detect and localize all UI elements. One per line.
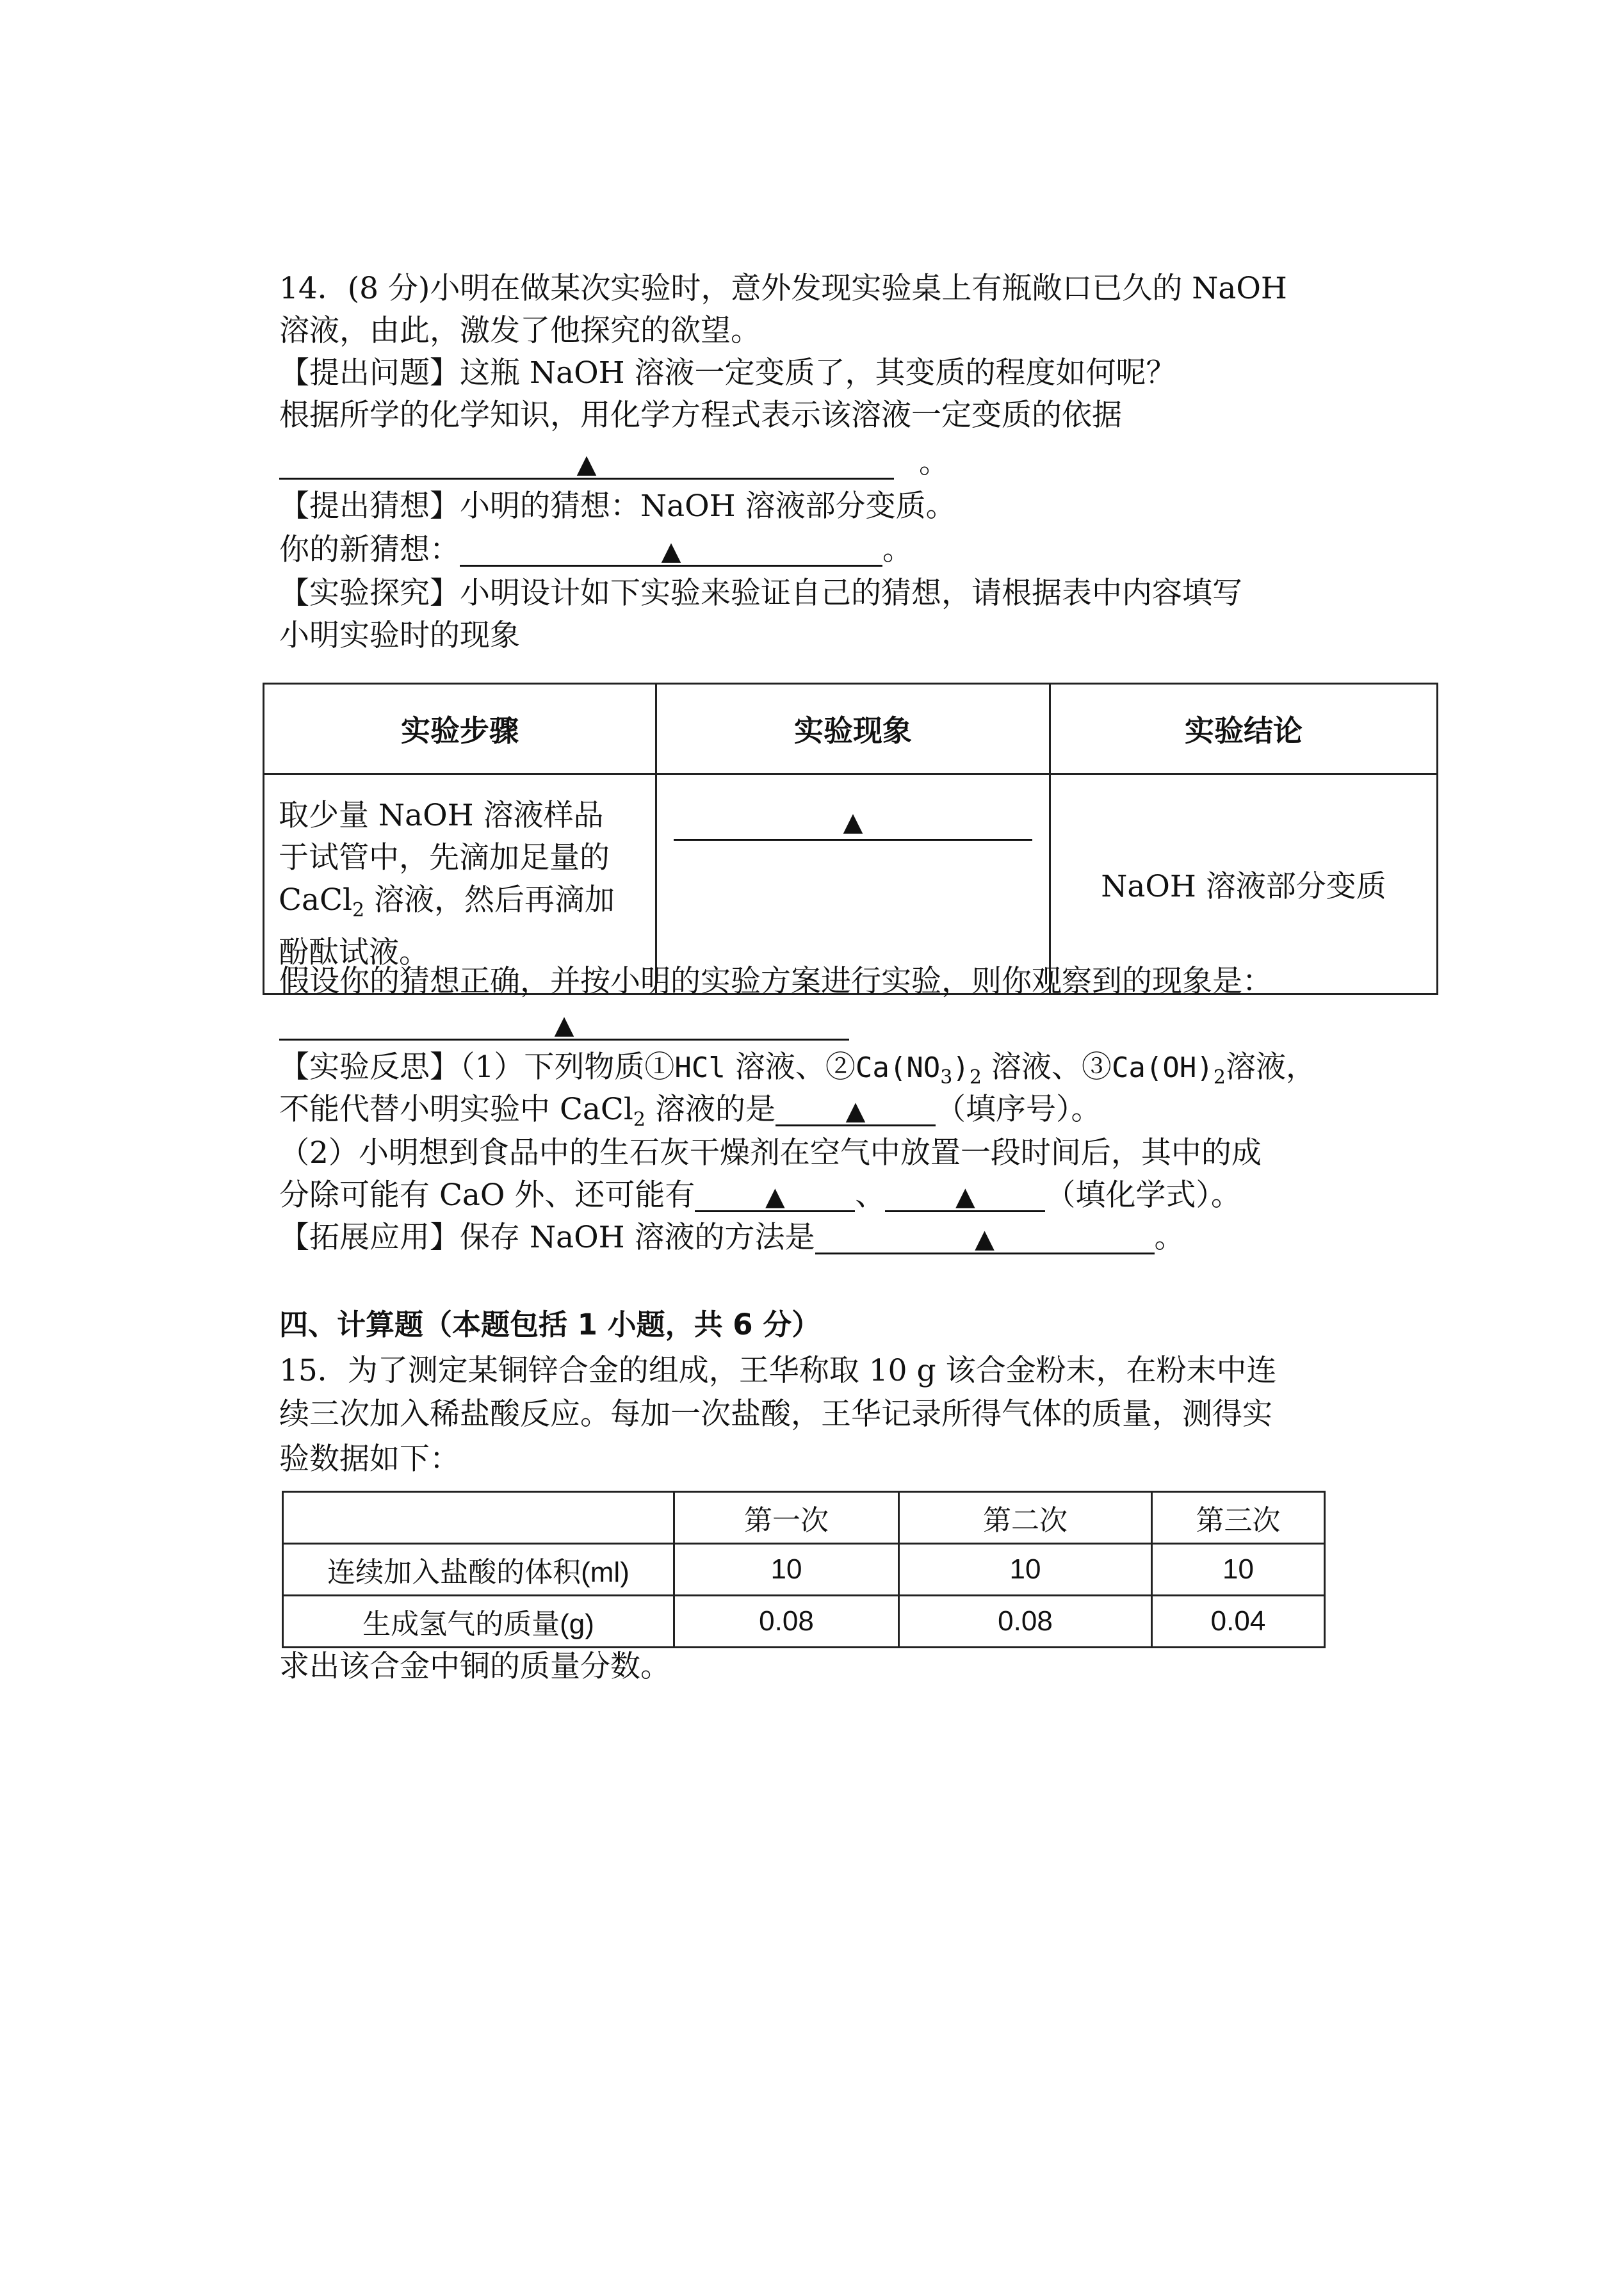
- q14-explore2: 小明实验时的现象: [279, 618, 520, 653]
- question-text: 这瓶 NaOH 溶液一定变质了，其变质的程度如何呢？: [460, 355, 1176, 391]
- answer-blank-substitute[interactable]: [775, 1089, 936, 1126]
- q15-line2: 续三次加入稀盐酸反应。每加一次盐酸，王华记录所得气体的质量，测得实: [279, 1397, 1272, 1432]
- q14-extend: 【拓展应用】保存 NaOH 溶液的方法是 ▲ 。: [279, 1217, 1185, 1259]
- q14-line2: 溶液，由此，激发了他探究的欲望。: [279, 313, 761, 348]
- section4-heading: 四、计算题（本题包括 1 小题，共 6 分）: [279, 1308, 821, 1342]
- header-cell-empty: [283, 1492, 674, 1544]
- triangle-marker-icon: ▲: [661, 537, 681, 566]
- header-cell-third: 第三次: [1152, 1492, 1325, 1544]
- triangle-marker-icon: ▲: [975, 1224, 995, 1254]
- q14-reflect2: 不能代替小明实验中 CaCl$_2$ 溶液的是 ▲ （填序号）。: [279, 1089, 1101, 1141]
- header-cell-steps: 实验步骤: [264, 684, 656, 774]
- experiment-table: [263, 683, 1438, 995]
- table-row: [283, 1544, 1325, 1596]
- q15-ask: 求出该合金中铜的质量分数。: [279, 1649, 670, 1684]
- explore-text: 小明设计如下实验来验证自己的猜想，请根据表中内容填写: [460, 576, 1242, 611]
- table-cell: 10: [899, 1544, 1152, 1596]
- table-row: [283, 1596, 1325, 1648]
- step-line: 酚酞试液。: [279, 934, 429, 970]
- extend-tag: 【拓展应用】: [279, 1220, 460, 1255]
- row-label: 生成氢气的质量(g): [283, 1596, 674, 1648]
- answer-blank-formula-1[interactable]: [695, 1174, 855, 1212]
- explore-tag: 【实验探究】: [279, 576, 460, 611]
- step-line: 取少量 NaOH 溶液样品: [279, 797, 604, 833]
- header-cell-conclusion: 实验结论: [1050, 684, 1438, 774]
- q14-basis: 根据所学的化学知识，用化学方程式表示该溶液一定变质的依据: [279, 398, 1122, 433]
- table-header-row: [283, 1492, 1325, 1544]
- q14-reflect1: 【实验反思】（1）下列物质①HCl 溶液、$②Ca(NO_3)_2$ 溶液、$③Ca(OH)_2$溶液，: [279, 1050, 1316, 1089]
- q15-line1: 15．为了测定某铜锌合金的组成，王华称取 10 g 该合金粉末，在粉末中连: [279, 1353, 1277, 1388]
- q14-reflect3: （2）小明想到食品中的生石灰干燥剂在空气中放置一段时间后，其中的成: [279, 1135, 1262, 1171]
- table-header-row: [264, 684, 1438, 774]
- header-cell-phenomena: 实验现象: [656, 684, 1050, 774]
- header-cell-second: 第二次: [899, 1492, 1152, 1544]
- table-cell: 10: [674, 1544, 899, 1596]
- answer-blank-equation[interactable]: [279, 442, 894, 480]
- q14-explore: [279, 572, 1242, 615]
- q14-new-guess: [279, 529, 913, 571]
- triangle-marker-icon: ▲: [765, 1182, 785, 1212]
- table-cell: 0.08: [674, 1596, 899, 1648]
- answer-blank-observation[interactable]: [279, 1003, 849, 1041]
- data-table: [282, 1491, 1326, 1648]
- triangle-marker-icon: ▲: [845, 1096, 866, 1126]
- answer-blank-new-guess[interactable]: [460, 529, 882, 567]
- header-cell-first: 第一次: [674, 1492, 899, 1544]
- triangle-marker-icon: ▲: [955, 1182, 975, 1212]
- step-line: 于试管中，先滴加足量的: [279, 839, 610, 875]
- new-guess-label: 你的新猜想：: [279, 532, 460, 567]
- row-label: 连续加入盐酸的体积(ml): [283, 1544, 674, 1596]
- q14-assume: 假设你的猜想正确，并按小明的实验方案进行实验，则你观察到的现象是：: [279, 964, 1272, 999]
- q14-assume-blank-line: [279, 1003, 849, 1045]
- answer-blank-formula-2[interactable]: [885, 1174, 1045, 1212]
- answer-blank-phenomena[interactable]: [674, 803, 1032, 841]
- guess-text: 小明的猜想：NaOH 溶液部分变质。: [460, 489, 956, 524]
- step-line: CaCl$_2$ 溶液，然后再滴加: [279, 882, 615, 921]
- answer-blank-storage[interactable]: [815, 1217, 1155, 1254]
- q14-line1: 14．(8 分)小明在做某次实验时，意外发现实验桌上有瓶敞口已久的 NaOH: [279, 271, 1287, 306]
- q14-blank1-line: [279, 442, 949, 484]
- reflect-tag: 【实验反思】: [279, 1050, 460, 1085]
- q14-guess: [279, 485, 956, 528]
- q14-reflect4: 分除可能有 CaO 外、还可能有 ▲ 、 ▲ （填化学式）。: [279, 1174, 1241, 1217]
- period: 。: [882, 532, 913, 567]
- guess-tag: 【提出猜想】: [279, 489, 460, 524]
- q14-question: [279, 352, 1176, 394]
- triangle-marker-icon: ▲: [576, 450, 597, 479]
- conclusion-cell: NaOH 溶液部分变质: [1050, 774, 1438, 994]
- triangle-marker-icon: ▲: [554, 1010, 574, 1040]
- period: 。: [918, 445, 949, 480]
- table-cell: 0.04: [1152, 1596, 1325, 1648]
- triangle-marker-icon: ▲: [843, 807, 863, 837]
- table-cell: 0.08: [899, 1596, 1152, 1648]
- table-cell: 10: [1152, 1544, 1325, 1596]
- question-tag: 【提出问题】: [279, 355, 460, 391]
- q15-line3: 验数据如下：: [279, 1441, 460, 1477]
